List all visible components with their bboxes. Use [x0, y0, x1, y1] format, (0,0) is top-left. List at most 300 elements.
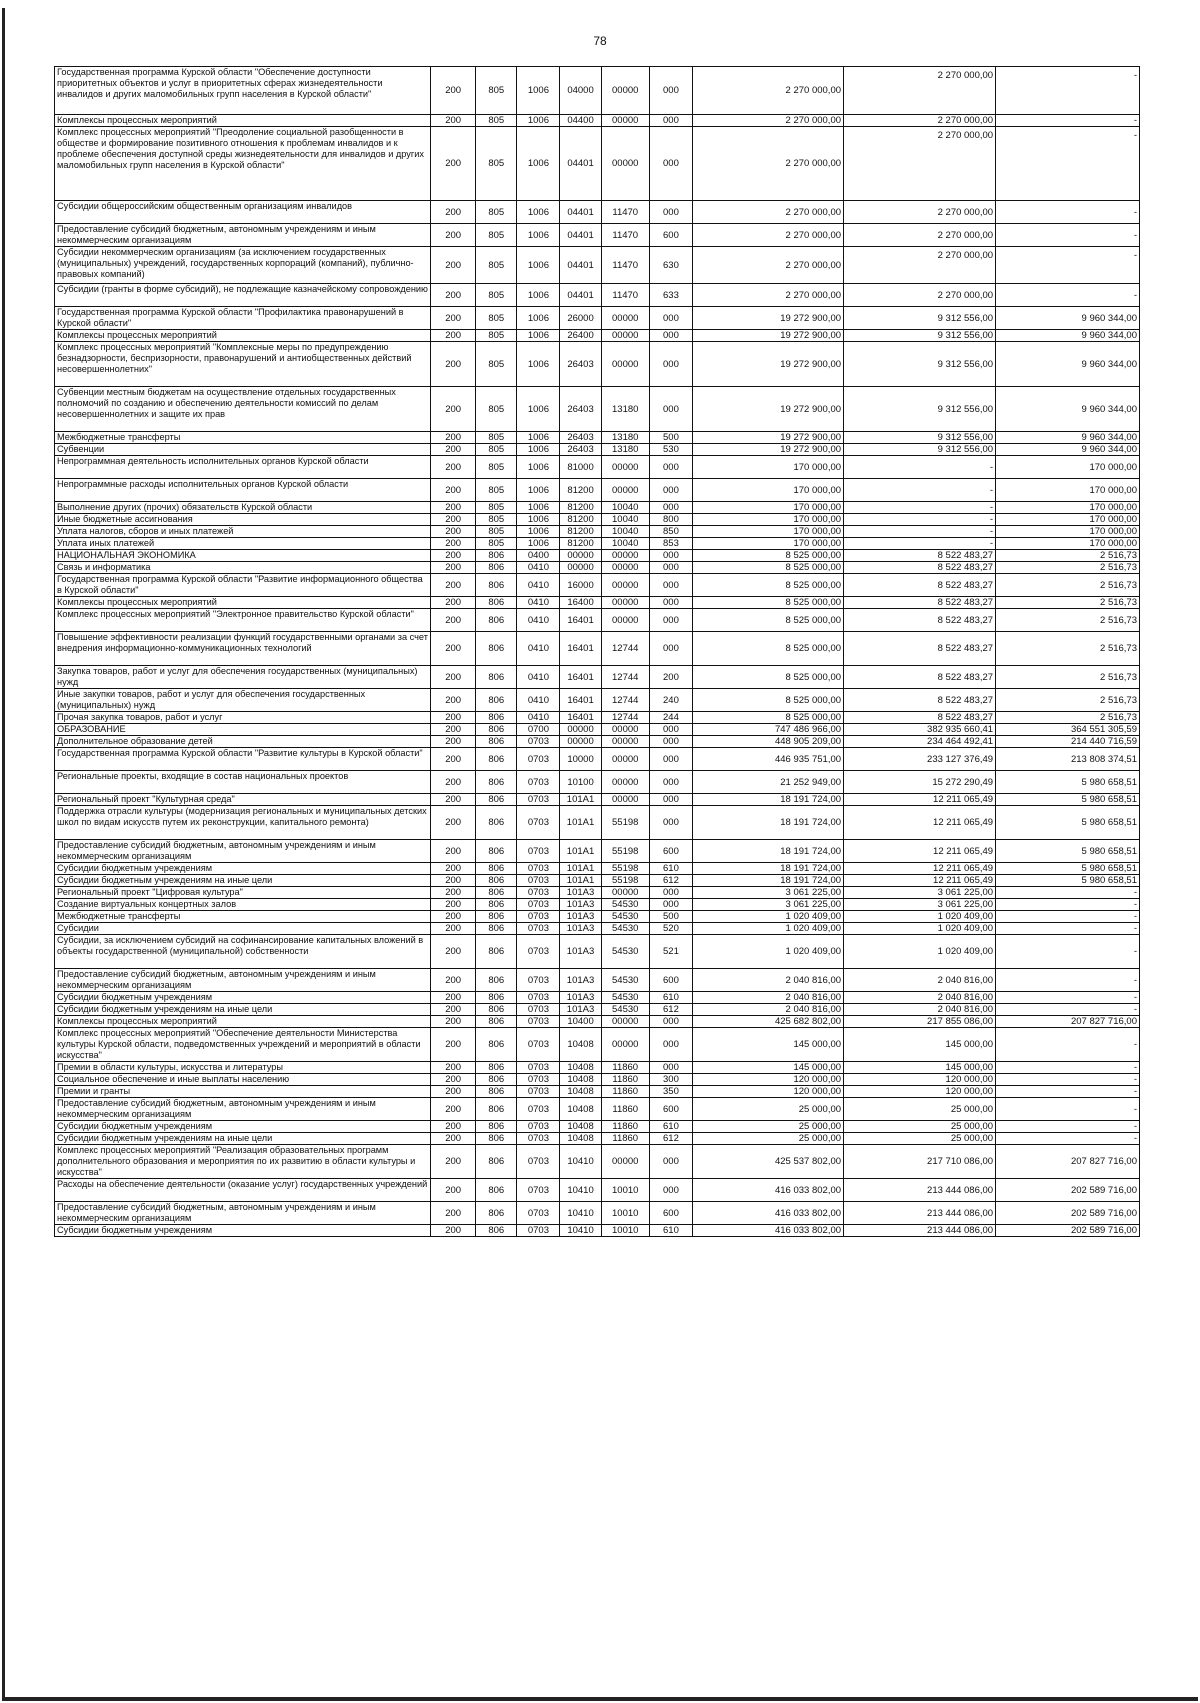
row-description: Комплексы процессных мероприятий	[55, 115, 431, 127]
code-section: 1006	[517, 456, 560, 479]
code-ministry: 805	[476, 514, 517, 526]
code-program: 10410	[560, 1202, 601, 1225]
code-program: 101A3	[560, 992, 601, 1004]
amount-remaining: 9 960 344,00	[996, 342, 1140, 387]
amount-executed: 213 444 086,00	[844, 1179, 996, 1202]
code-section: 0703	[517, 1062, 560, 1074]
code-section: 0703	[517, 1028, 560, 1062]
code-section: 0703	[517, 863, 560, 875]
code-program: 10408	[560, 1133, 601, 1145]
amount-planned: 18 191 724,00	[693, 794, 844, 806]
table-row	[55, 771, 1140, 794]
code-section: 0703	[517, 748, 560, 771]
code-chapter: 200	[431, 562, 476, 574]
code-section: 1006	[517, 387, 560, 432]
code-ministry: 806	[476, 1004, 517, 1016]
code-chapter: 200	[431, 736, 476, 748]
code-expense-type: 000	[649, 899, 692, 911]
code-direction: 13180	[601, 387, 649, 432]
code-ministry: 805	[476, 127, 517, 201]
amount-remaining: 207 827 716,00	[996, 1016, 1140, 1028]
amount-remaining: -	[996, 992, 1140, 1004]
code-expense-type: 630	[649, 247, 692, 284]
table-row	[55, 1202, 1140, 1225]
code-program: 101A3	[560, 899, 601, 911]
row-description: Региональные проекты, входящие в состав национальных проектов	[55, 771, 431, 794]
amount-remaining: 5 980 658,51	[996, 771, 1140, 794]
code-direction: 12744	[601, 712, 649, 724]
amount-executed: 25 000,00	[844, 1121, 996, 1133]
amount-remaining: 9 960 344,00	[996, 330, 1140, 342]
row-description: Комплекс процессных мероприятий "Комплексные меры по предупреждению безнадзорности, беспризорности, правонарушений и антиобщественных действий несовершеннолетних"	[55, 342, 431, 387]
table-row	[55, 1121, 1140, 1133]
code-program: 16000	[560, 574, 601, 597]
amount-remaining: 2 516,73	[996, 632, 1140, 666]
code-ministry: 806	[476, 935, 517, 969]
code-expense-type: 000	[649, 1145, 692, 1179]
code-chapter: 200	[431, 1016, 476, 1028]
row-description: Предоставление субсидий бюджетным, автономным учреждениям и иным некоммерческим организациям	[55, 1202, 431, 1225]
amount-remaining: -	[996, 899, 1140, 911]
amount-executed: 120 000,00	[844, 1086, 996, 1098]
table-row	[55, 712, 1140, 724]
code-section: 0410	[517, 689, 560, 712]
code-direction: 00000	[601, 307, 649, 330]
code-ministry: 806	[476, 1133, 517, 1145]
amount-executed: -	[844, 526, 996, 538]
row-description: Расходы на обеспечение деятельности (оказание услуг) государственных учреждений	[55, 1179, 431, 1202]
amount-executed: 2 040 816,00	[844, 969, 996, 992]
code-program: 26403	[560, 444, 601, 456]
code-ministry: 806	[476, 1062, 517, 1074]
code-ministry: 806	[476, 1145, 517, 1179]
code-expense-type: 000	[649, 479, 692, 502]
amount-planned: 145 000,00	[693, 1062, 844, 1074]
amount-remaining: -	[996, 127, 1140, 201]
code-expense-type: 000	[649, 307, 692, 330]
table-row	[55, 863, 1140, 875]
row-description: Премии и гранты	[55, 1086, 431, 1098]
code-ministry: 806	[476, 840, 517, 863]
table-row	[55, 201, 1140, 224]
code-program: 10000	[560, 748, 601, 771]
code-chapter: 200	[431, 1133, 476, 1145]
code-expense-type: 000	[649, 632, 692, 666]
code-expense-type: 000	[649, 887, 692, 899]
code-section: 0703	[517, 1202, 560, 1225]
amount-planned: 1 020 409,00	[693, 911, 844, 923]
table-row	[55, 342, 1140, 387]
code-expense-type: 612	[649, 1004, 692, 1016]
code-chapter: 200	[431, 748, 476, 771]
amount-executed: 1 020 409,00	[844, 911, 996, 923]
amount-remaining: 170 000,00	[996, 538, 1140, 550]
table-row	[55, 875, 1140, 887]
code-program: 16401	[560, 632, 601, 666]
code-ministry: 806	[476, 1225, 517, 1237]
code-direction: 00000	[601, 1016, 649, 1028]
code-section: 0703	[517, 1225, 560, 1237]
code-expense-type: 000	[649, 342, 692, 387]
amount-planned: 8 525 000,00	[693, 712, 844, 724]
code-section: 0703	[517, 992, 560, 1004]
code-chapter: 200	[431, 1145, 476, 1179]
amount-planned: 3 061 225,00	[693, 887, 844, 899]
code-expense-type: 000	[649, 748, 692, 771]
code-chapter: 200	[431, 1202, 476, 1225]
code-section: 1006	[517, 284, 560, 307]
amount-remaining: -	[996, 935, 1140, 969]
amount-planned: 2 270 000,00	[693, 67, 844, 115]
code-expense-type: 000	[649, 806, 692, 840]
table-row	[55, 1074, 1140, 1086]
code-chapter: 200	[431, 444, 476, 456]
amount-executed: -	[844, 538, 996, 550]
table-row	[55, 1062, 1140, 1074]
code-ministry: 806	[476, 1016, 517, 1028]
code-ministry: 806	[476, 597, 517, 609]
row-description: НАЦИОНАЛЬНАЯ ЭКОНОМИКА	[55, 550, 431, 562]
row-description: Межбюджетные трансферты	[55, 432, 431, 444]
amount-executed: 15 272 290,49	[844, 771, 996, 794]
code-section: 0703	[517, 1098, 560, 1121]
code-section: 1006	[517, 115, 560, 127]
row-description: Государственная программа Курской области "Обеспечение доступности приоритетных объектов и услуг в приоритетных сферах жизнедеятельности инвалидов и других маломобильных групп населения в Курской области"	[55, 67, 431, 115]
amount-planned: 446 935 751,00	[693, 748, 844, 771]
amount-remaining: 2 516,73	[996, 689, 1140, 712]
code-section: 0703	[517, 923, 560, 935]
table-row	[55, 1145, 1140, 1179]
code-program: 10408	[560, 1098, 601, 1121]
code-direction: 10040	[601, 526, 649, 538]
page-number: 78	[593, 34, 607, 48]
code-program: 10410	[560, 1179, 601, 1202]
code-direction: 11860	[601, 1121, 649, 1133]
row-description: Субсидии бюджетным учреждениям на иные цели	[55, 1133, 431, 1145]
code-chapter: 200	[431, 875, 476, 887]
table-row	[55, 724, 1140, 736]
row-description: Создание виртуальных концертных залов	[55, 899, 431, 911]
amount-remaining: -	[996, 1004, 1140, 1016]
amount-executed: 12 211 065,49	[844, 875, 996, 887]
amount-remaining: 170 000,00	[996, 456, 1140, 479]
table-row	[55, 935, 1140, 969]
code-program: 101A3	[560, 969, 601, 992]
budget-table	[54, 66, 1140, 1237]
amount-remaining: -	[996, 1028, 1140, 1062]
amount-planned: 8 525 000,00	[693, 689, 844, 712]
code-ministry: 805	[476, 538, 517, 550]
code-program: 04401	[560, 201, 601, 224]
amount-remaining: 9 960 344,00	[996, 432, 1140, 444]
table-row	[55, 574, 1140, 597]
code-ministry: 805	[476, 444, 517, 456]
amount-planned: 2 270 000,00	[693, 247, 844, 284]
amount-executed: 2 270 000,00	[844, 224, 996, 247]
amount-planned: 18 191 724,00	[693, 840, 844, 863]
row-description: Комплекс процессных мероприятий "Реализация образовательных программ дополнительного образования и мероприятия по их развитию в области культуры и искусства"	[55, 1145, 431, 1179]
code-ministry: 805	[476, 432, 517, 444]
code-program: 101A1	[560, 794, 601, 806]
code-ministry: 805	[476, 387, 517, 432]
row-description: Комплексы процессных мероприятий	[55, 1016, 431, 1028]
code-program: 26403	[560, 432, 601, 444]
code-ministry: 805	[476, 307, 517, 330]
code-chapter: 200	[431, 1098, 476, 1121]
amount-executed: 12 211 065,49	[844, 863, 996, 875]
amount-remaining: -	[996, 887, 1140, 899]
code-expense-type: 600	[649, 1202, 692, 1225]
code-direction: 00000	[601, 456, 649, 479]
amount-executed: -	[844, 456, 996, 479]
table-row	[55, 479, 1140, 502]
table-row	[55, 538, 1140, 550]
code-ministry: 805	[476, 115, 517, 127]
code-direction: 11470	[601, 284, 649, 307]
code-program: 101A3	[560, 923, 601, 935]
row-description: Субсидии, за исключением субсидий на софинансирование капитальных вложений в объекты государственной (муниципальной) собственности	[55, 935, 431, 969]
amount-planned: 18 191 724,00	[693, 806, 844, 840]
amount-planned: 120 000,00	[693, 1086, 844, 1098]
table-row	[55, 284, 1140, 307]
code-expense-type: 610	[649, 992, 692, 1004]
amount-planned: 8 525 000,00	[693, 666, 844, 689]
amount-remaining: 5 980 658,51	[996, 875, 1140, 887]
amount-remaining: 170 000,00	[996, 514, 1140, 526]
code-expense-type: 000	[649, 502, 692, 514]
code-expense-type: 000	[649, 736, 692, 748]
amount-remaining: -	[996, 201, 1140, 224]
code-program: 10410	[560, 1145, 601, 1179]
amount-executed: 2 270 000,00	[844, 115, 996, 127]
code-expense-type: 000	[649, 794, 692, 806]
code-ministry: 806	[476, 911, 517, 923]
code-program: 101A1	[560, 806, 601, 840]
code-expense-type: 853	[649, 538, 692, 550]
amount-executed: 120 000,00	[844, 1074, 996, 1086]
code-chapter: 200	[431, 342, 476, 387]
code-chapter: 200	[431, 1086, 476, 1098]
row-description: Комплексы процессных мероприятий	[55, 597, 431, 609]
table-row	[55, 502, 1140, 514]
code-ministry: 805	[476, 502, 517, 514]
table-row	[55, 597, 1140, 609]
code-chapter: 200	[431, 1121, 476, 1133]
code-direction: 13180	[601, 444, 649, 456]
code-ministry: 805	[476, 330, 517, 342]
code-ministry: 806	[476, 724, 517, 736]
amount-remaining: 9 960 344,00	[996, 307, 1140, 330]
code-direction: 00000	[601, 597, 649, 609]
amount-remaining: 202 589 716,00	[996, 1179, 1140, 1202]
amount-planned: 145 000,00	[693, 1028, 844, 1062]
amount-executed: 12 211 065,49	[844, 794, 996, 806]
table-row	[55, 992, 1140, 1004]
code-section: 1006	[517, 432, 560, 444]
code-expense-type: 000	[649, 1028, 692, 1062]
code-direction: 10040	[601, 514, 649, 526]
amount-remaining: 170 000,00	[996, 479, 1140, 502]
code-chapter: 200	[431, 935, 476, 969]
table-row	[55, 1098, 1140, 1121]
row-description: Непрограммная деятельность исполнительных органов Курской области	[55, 456, 431, 479]
code-chapter: 200	[431, 1062, 476, 1074]
code-ministry: 805	[476, 342, 517, 387]
code-section: 0703	[517, 875, 560, 887]
code-direction: 00000	[601, 771, 649, 794]
amount-remaining: -	[996, 969, 1140, 992]
code-section: 0703	[517, 899, 560, 911]
amount-remaining: -	[996, 1098, 1140, 1121]
code-expense-type: 000	[649, 330, 692, 342]
code-expense-type: 000	[649, 1062, 692, 1074]
table-row	[55, 1004, 1140, 1016]
row-description: Региональный проект "Цифровая культура"	[55, 887, 431, 899]
code-direction: 55198	[601, 840, 649, 863]
code-direction: 11470	[601, 247, 649, 284]
row-description: Субсидии бюджетным учреждениям	[55, 1225, 431, 1237]
code-program: 81200	[560, 479, 601, 502]
code-ministry: 806	[476, 1086, 517, 1098]
code-program: 10408	[560, 1086, 601, 1098]
code-section: 0410	[517, 597, 560, 609]
table-row	[55, 1179, 1140, 1202]
code-section: 1006	[517, 201, 560, 224]
amount-remaining: 5 980 658,51	[996, 794, 1140, 806]
code-section: 1006	[517, 538, 560, 550]
amount-planned: 19 272 900,00	[693, 432, 844, 444]
code-program: 101A1	[560, 875, 601, 887]
amount-executed: 1 020 409,00	[844, 935, 996, 969]
code-chapter: 200	[431, 479, 476, 502]
code-chapter: 200	[431, 923, 476, 935]
row-description: Субсидии бюджетным учреждениям	[55, 992, 431, 1004]
code-program: 10100	[560, 771, 601, 794]
code-section: 0703	[517, 736, 560, 748]
code-program: 10408	[560, 1062, 601, 1074]
code-section: 0703	[517, 1086, 560, 1098]
amount-remaining: -	[996, 247, 1140, 284]
code-direction: 10040	[601, 538, 649, 550]
code-chapter: 200	[431, 632, 476, 666]
amount-executed: 217 855 086,00	[844, 1016, 996, 1028]
code-chapter: 200	[431, 526, 476, 538]
code-chapter: 200	[431, 712, 476, 724]
code-ministry: 805	[476, 479, 517, 502]
table-row	[55, 666, 1140, 689]
code-section: 0703	[517, 806, 560, 840]
code-expense-type: 633	[649, 284, 692, 307]
code-expense-type: 300	[649, 1074, 692, 1086]
amount-planned: 170 000,00	[693, 538, 844, 550]
row-description: Субсидии	[55, 923, 431, 935]
code-chapter: 200	[431, 666, 476, 689]
code-direction: 00000	[601, 794, 649, 806]
code-chapter: 200	[431, 502, 476, 514]
code-chapter: 200	[431, 67, 476, 115]
code-section: 1006	[517, 342, 560, 387]
row-description: Субсидии бюджетным учреждениям на иные цели	[55, 1004, 431, 1016]
row-description: Комплексы процессных мероприятий	[55, 330, 431, 342]
amount-remaining: 214 440 716,59	[996, 736, 1140, 748]
amount-planned: 170 000,00	[693, 479, 844, 502]
budget-table-body	[55, 67, 1140, 1237]
amount-planned: 25 000,00	[693, 1098, 844, 1121]
code-program: 10408	[560, 1121, 601, 1133]
amount-remaining: 170 000,00	[996, 502, 1140, 514]
code-chapter: 200	[431, 224, 476, 247]
code-expense-type: 350	[649, 1086, 692, 1098]
amount-remaining: 2 516,73	[996, 550, 1140, 562]
code-section: 1006	[517, 444, 560, 456]
code-expense-type: 000	[649, 597, 692, 609]
code-section: 1006	[517, 479, 560, 502]
table-row	[55, 444, 1140, 456]
amount-executed: 2 270 000,00	[844, 201, 996, 224]
amount-planned: 1 020 409,00	[693, 923, 844, 935]
code-direction: 00000	[601, 574, 649, 597]
code-section: 0700	[517, 724, 560, 736]
amount-executed: 8 522 483,27	[844, 712, 996, 724]
code-direction: 00000	[601, 67, 649, 115]
amount-executed: 3 061 225,00	[844, 887, 996, 899]
amount-planned: 416 033 802,00	[693, 1179, 844, 1202]
amount-remaining: -	[996, 911, 1140, 923]
amount-planned: 448 905 209,00	[693, 736, 844, 748]
amount-remaining: -	[996, 923, 1140, 935]
code-chapter: 200	[431, 574, 476, 597]
code-direction: 10010	[601, 1202, 649, 1225]
code-direction: 00000	[601, 562, 649, 574]
row-description: Повышение эффективности реализации функций государственными органами за счет внедрения информационно-коммуникационных технологий	[55, 632, 431, 666]
code-direction: 12744	[601, 632, 649, 666]
code-section: 0703	[517, 887, 560, 899]
amount-executed: 145 000,00	[844, 1028, 996, 1062]
amount-executed: 8 522 483,27	[844, 574, 996, 597]
table-row	[55, 1086, 1140, 1098]
code-direction: 00000	[601, 1028, 649, 1062]
code-section: 1006	[517, 514, 560, 526]
code-program: 00000	[560, 562, 601, 574]
code-chapter: 200	[431, 115, 476, 127]
code-direction: 00000	[601, 748, 649, 771]
table-row	[55, 969, 1140, 992]
code-direction: 54530	[601, 969, 649, 992]
code-expense-type: 850	[649, 526, 692, 538]
row-description: Закупка товаров, работ и услуг для обеспечения государственных (муниципальных) нужд	[55, 666, 431, 689]
amount-planned: 170 000,00	[693, 526, 844, 538]
amount-executed: -	[844, 514, 996, 526]
code-section: 0410	[517, 712, 560, 724]
code-program: 04401	[560, 127, 601, 201]
row-description: Иные закупки товаров, работ и услуг для обеспечения государственных (муниципальных) нужд	[55, 689, 431, 712]
amount-remaining: 2 516,73	[996, 609, 1140, 632]
row-description: Субсидии некоммерческим организациям (за исключением государственных (муниципальных) учреждений, государственных корпораций (компаний), публично-правовых компаний)	[55, 247, 431, 284]
code-ministry: 806	[476, 794, 517, 806]
code-direction: 11860	[601, 1062, 649, 1074]
code-ministry: 806	[476, 806, 517, 840]
table-row	[55, 456, 1140, 479]
row-description: Субсидии бюджетным учреждениям	[55, 1121, 431, 1133]
code-program: 16401	[560, 712, 601, 724]
amount-planned: 18 191 724,00	[693, 875, 844, 887]
code-program: 16401	[560, 666, 601, 689]
code-ministry: 806	[476, 887, 517, 899]
code-chapter: 200	[431, 432, 476, 444]
amount-executed: 9 312 556,00	[844, 307, 996, 330]
code-program: 81200	[560, 502, 601, 514]
row-description: Прочая закупка товаров, работ и услуг	[55, 712, 431, 724]
